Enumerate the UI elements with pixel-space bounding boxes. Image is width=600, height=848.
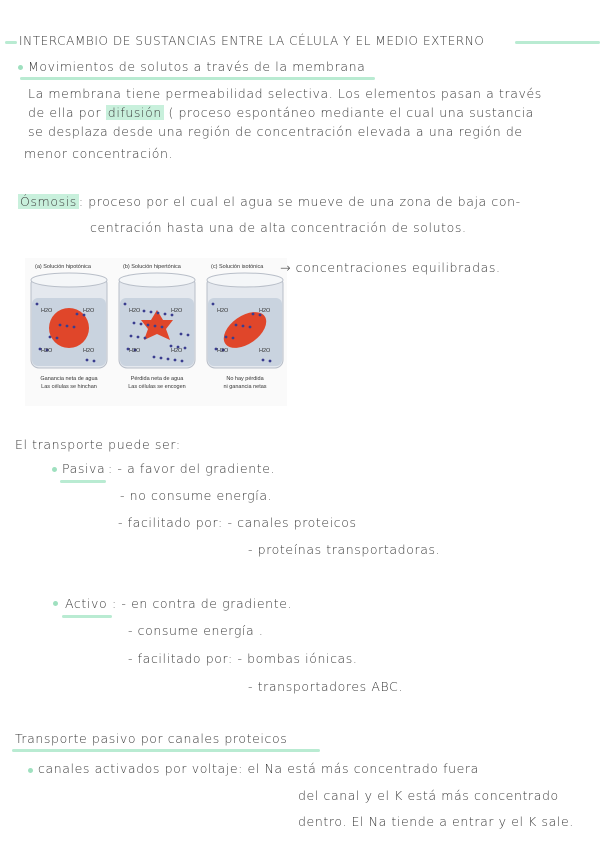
list-item: - proteínas transportadoras. bbox=[248, 542, 441, 557]
h2o-label: H2O bbox=[41, 308, 53, 314]
list-item: - no consume energía. bbox=[120, 488, 273, 503]
beaker-rim bbox=[207, 273, 283, 287]
title-rule-right bbox=[515, 41, 600, 44]
h2o-label: H2O bbox=[171, 348, 183, 354]
h2o-label: H2O bbox=[83, 308, 95, 314]
solute-dot bbox=[164, 313, 167, 316]
bullet-icon bbox=[18, 65, 23, 70]
solute-dot bbox=[73, 326, 76, 329]
title-rule-left bbox=[5, 41, 17, 44]
bullet-icon bbox=[53, 601, 58, 606]
solute-dot bbox=[160, 357, 163, 360]
solute-dot bbox=[235, 324, 238, 327]
h2o-label: H2O bbox=[129, 348, 141, 354]
panel-label: (c) Solución isotónica bbox=[211, 264, 264, 270]
list-item: : - en contra de gradiente. bbox=[112, 596, 293, 611]
solute-dot bbox=[49, 336, 52, 339]
panel-caption: Las células se hinchan bbox=[41, 384, 97, 390]
h2o-label: H2O bbox=[217, 308, 229, 314]
list-item: - facilitado por: - canales proteicos bbox=[118, 515, 357, 530]
osmosis-figure bbox=[25, 258, 287, 406]
solute-dot bbox=[124, 303, 127, 306]
solute-dot bbox=[269, 360, 272, 363]
section-heading: Movimientos de solutos a través de la membrana bbox=[28, 59, 366, 74]
panel-caption: Pérdida neta de agua bbox=[130, 376, 184, 382]
paragraph-line: canales activados por voltaje: el Na está más concentrado fuera bbox=[38, 761, 479, 776]
solute-dot bbox=[262, 359, 265, 362]
list-item: - transportadores ABC. bbox=[248, 679, 403, 694]
solute-dot bbox=[249, 326, 252, 329]
list-item: : - a favor del gradiente. bbox=[108, 461, 276, 476]
paragraph-line bbox=[28, 105, 534, 120]
paragraph-line: del canal y el K está más concentrado bbox=[298, 788, 559, 803]
solute-dot bbox=[143, 310, 146, 313]
beaker-rim bbox=[119, 273, 195, 287]
solute-dot bbox=[167, 358, 170, 361]
solute-dot bbox=[225, 336, 228, 339]
h2o-label: H2O bbox=[41, 348, 53, 354]
osmosis-definition bbox=[18, 194, 521, 209]
panel-caption: Ganancia neta de agua bbox=[40, 376, 98, 382]
text: ( proceso espontáneo mediante el cual una sustancia bbox=[168, 105, 534, 120]
cell-swollen bbox=[49, 308, 89, 348]
solute-dot bbox=[171, 314, 174, 317]
solute-dot bbox=[93, 360, 96, 363]
solute-dot bbox=[180, 333, 183, 336]
solute-dot bbox=[252, 313, 255, 316]
h2o-label: H2O bbox=[259, 348, 271, 354]
solute-dot bbox=[242, 325, 245, 328]
panel-caption: Las células se encogen bbox=[128, 384, 186, 390]
activo-underline bbox=[62, 615, 112, 618]
beaker-rim bbox=[31, 273, 107, 287]
paragraph-line: se desplaza desde una región de concentración elevada a una región de bbox=[28, 124, 523, 139]
paragraph-line: menor concentración. bbox=[24, 146, 174, 161]
solute-dot bbox=[130, 335, 133, 338]
transport-intro: El transporte puede ser: bbox=[15, 437, 181, 452]
solute-dot bbox=[36, 303, 39, 306]
solute-dot bbox=[181, 360, 184, 363]
solute-dot bbox=[154, 325, 157, 328]
solute-dot bbox=[66, 325, 69, 328]
solute-dot bbox=[59, 324, 62, 327]
solute-dot bbox=[83, 314, 86, 317]
text: : proceso por el cual el agua se mueve de una zona de baja con- bbox=[78, 194, 521, 209]
solute-dot bbox=[150, 311, 153, 314]
bullet-icon bbox=[52, 467, 57, 472]
solute-dot bbox=[259, 314, 262, 317]
section-heading: Transporte pasivo por canales proteicos bbox=[15, 731, 288, 746]
h2o-label: H2O bbox=[259, 308, 271, 314]
list-item: - facilitado por: - bombas iónicas. bbox=[128, 651, 358, 666]
highlighted-term: Ósmosis bbox=[20, 194, 77, 209]
heading-underline bbox=[12, 749, 320, 752]
figure-note: → concentraciones equilibradas. bbox=[280, 260, 501, 275]
solute-dot bbox=[144, 337, 147, 340]
solute-dot bbox=[212, 303, 215, 306]
activo-label: Activo bbox=[65, 596, 108, 611]
solute-dot bbox=[133, 322, 136, 325]
solute-dot bbox=[184, 347, 187, 350]
panel-label: (b) Solución hipertónica bbox=[123, 264, 181, 270]
paragraph-line: dentro. El Na tiende a entrar y el K sale. bbox=[298, 814, 574, 829]
solute-dot bbox=[76, 313, 79, 316]
panel-label: (a) Solución hipotónica bbox=[35, 264, 91, 270]
pasiva-label: Pasiva bbox=[62, 461, 106, 476]
h2o-label: H2O bbox=[217, 348, 229, 354]
osmosis-line: centración hasta una de alta concentración de solutos. bbox=[90, 220, 467, 235]
panel-caption: ni ganancia netas bbox=[223, 384, 267, 390]
solute-dot bbox=[170, 345, 173, 348]
bullet-icon bbox=[28, 768, 33, 773]
page-title: INTERCAMBIO DE SUSTANCIAS ENTRE LA CÉLULA Y EL MEDIO EXTERNO bbox=[19, 34, 485, 48]
paragraph-line: La membrana tiene permeabilidad selectiva. Los elementos pasan a través bbox=[28, 86, 542, 101]
solute-dot bbox=[161, 326, 164, 329]
solute-dot bbox=[140, 323, 143, 326]
solute-dot bbox=[157, 312, 160, 315]
h2o-label: H2O bbox=[129, 308, 141, 314]
solute-dot bbox=[137, 336, 140, 339]
solute-dot bbox=[86, 359, 89, 362]
solute-dot bbox=[174, 359, 177, 362]
h2o-label: H2O bbox=[171, 308, 183, 314]
text: de ella por bbox=[28, 105, 102, 120]
heading-underline bbox=[20, 77, 375, 80]
solute-dot bbox=[232, 337, 235, 340]
solute-dot bbox=[153, 356, 156, 359]
highlighted-term: difusión bbox=[107, 105, 162, 120]
list-item: - consume energía . bbox=[128, 623, 264, 638]
pasiva-underline bbox=[60, 480, 106, 483]
solute-dot bbox=[147, 324, 150, 327]
panel-caption: No hay pérdida bbox=[226, 376, 264, 382]
solute-dot bbox=[187, 334, 190, 337]
solute-dot bbox=[56, 337, 59, 340]
h2o-label: H2O bbox=[83, 348, 95, 354]
